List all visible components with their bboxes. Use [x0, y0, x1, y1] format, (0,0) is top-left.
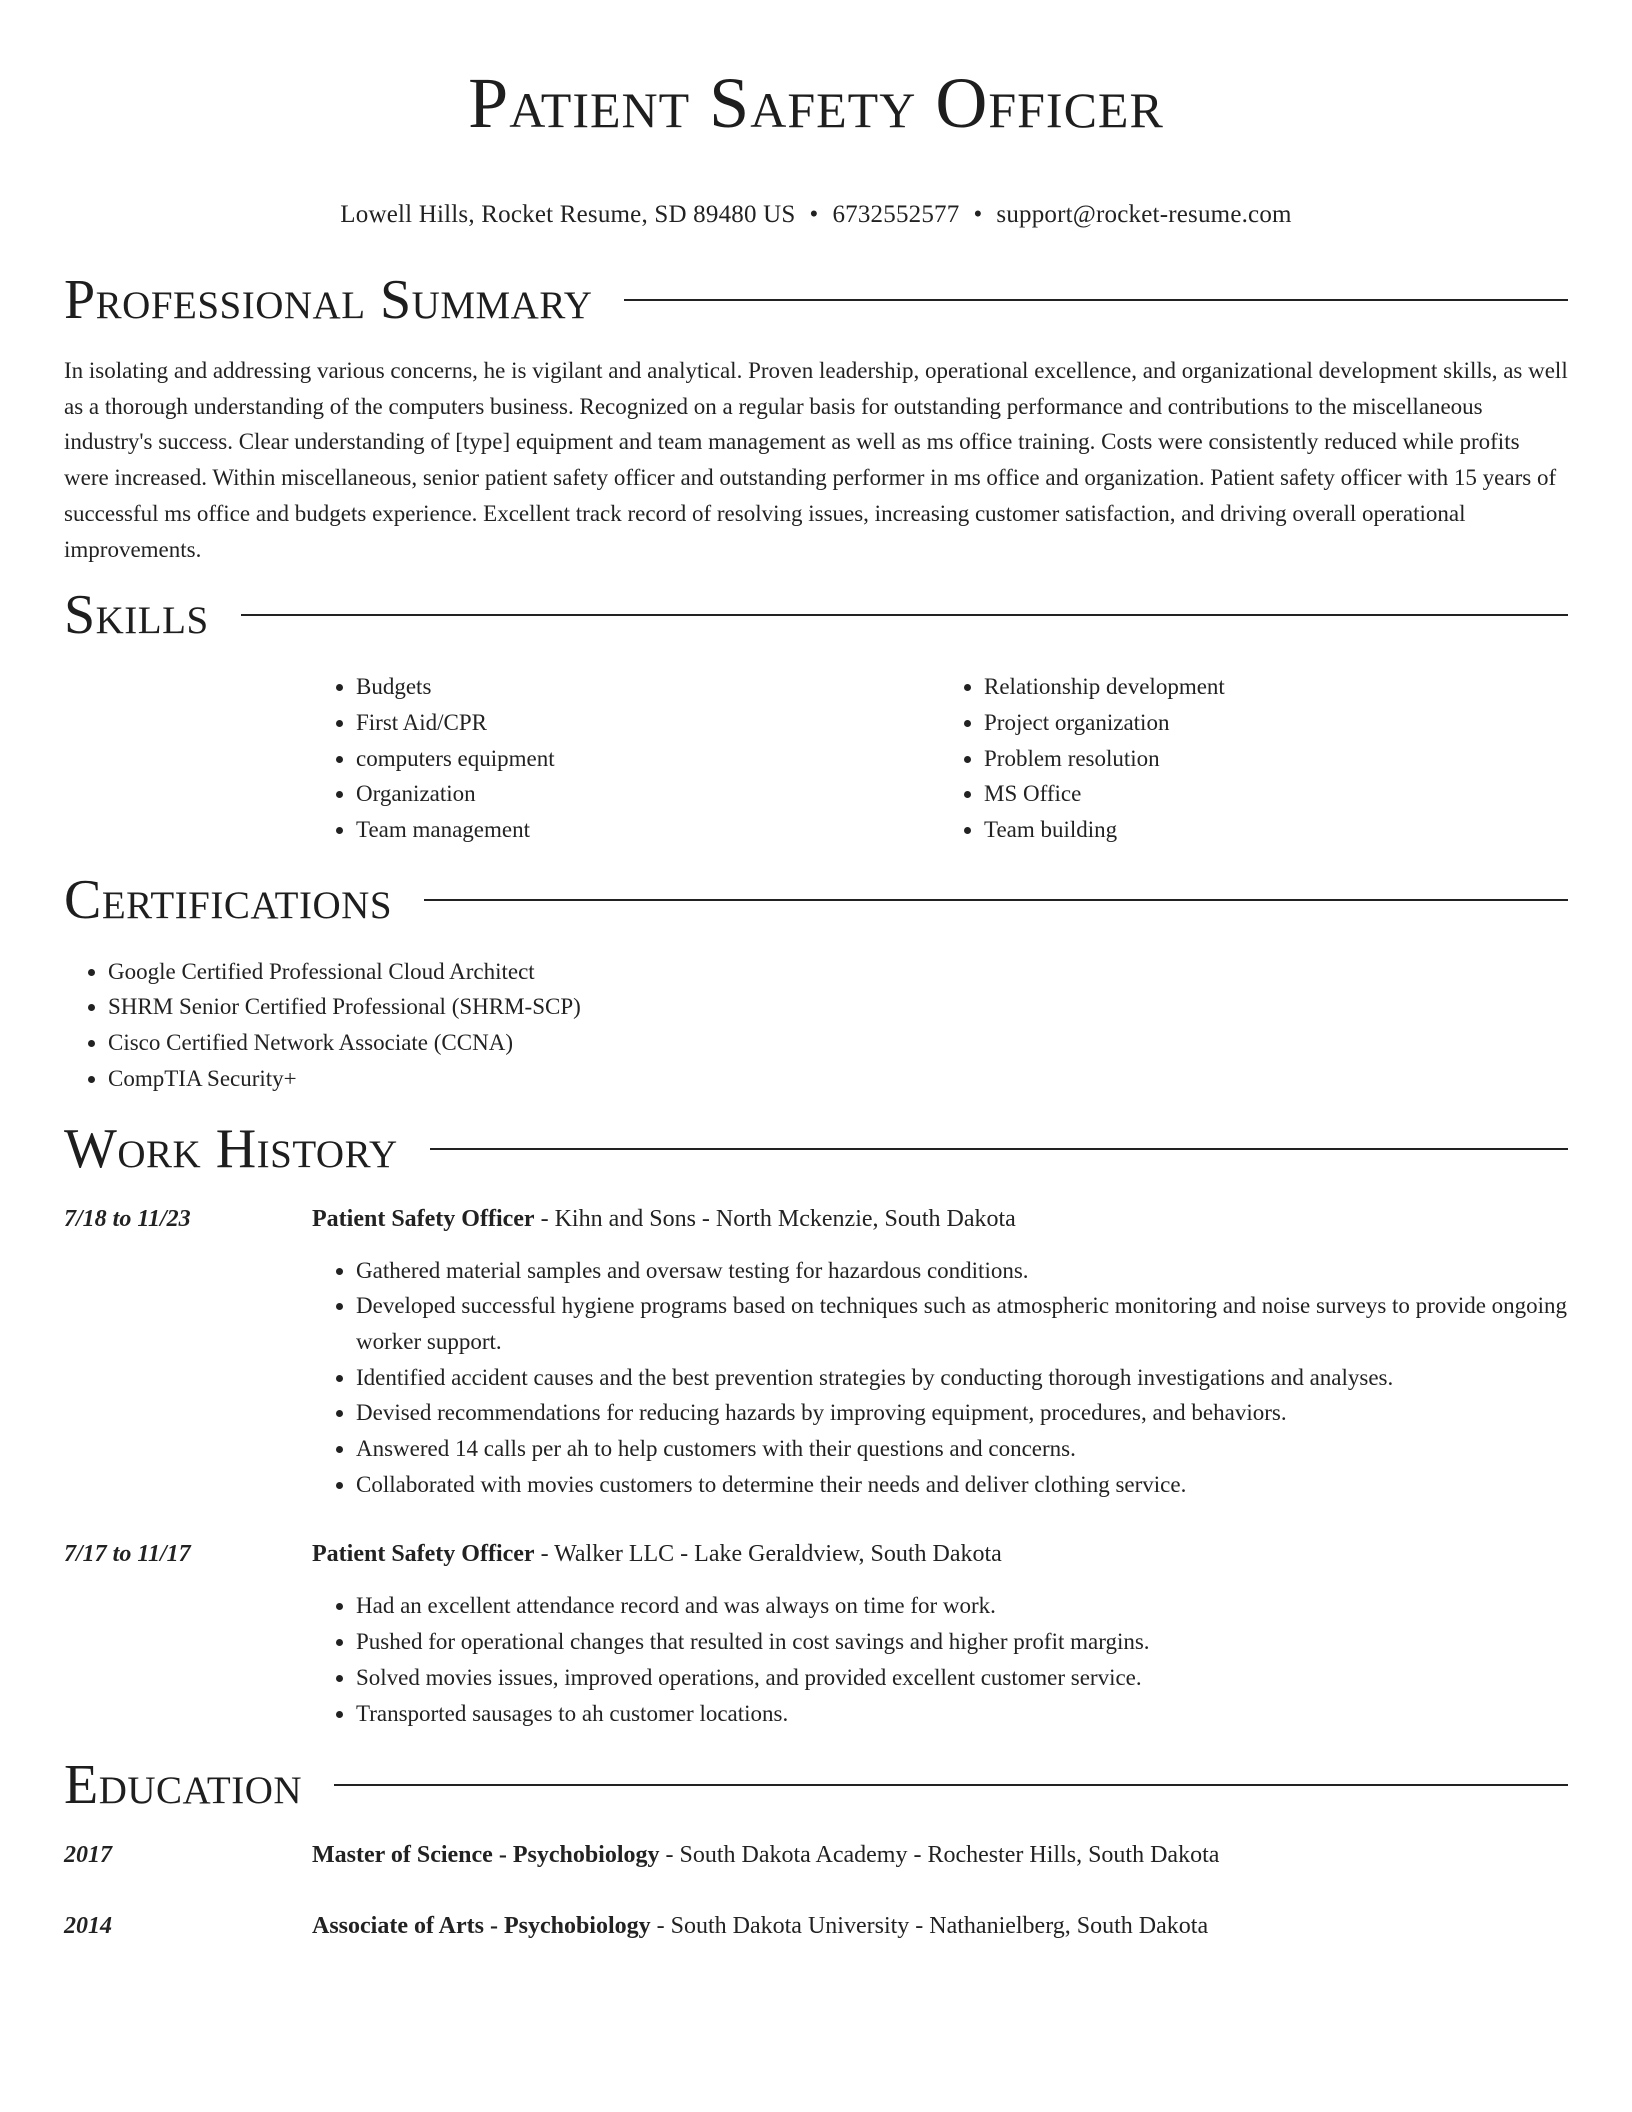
certifications-section-title: Certifications — [64, 868, 393, 931]
education-year: 2017 — [64, 1842, 112, 1869]
section-divider — [624, 299, 1568, 301]
skills-section-header — [64, 585, 1568, 645]
school-details: - South Dakota Academy - Rochester Hills, South Dakota — [659, 1842, 1220, 1869]
skills-section-title: Skills — [64, 584, 209, 647]
degree: Associate of Arts - Psychobiology — [312, 1913, 651, 1940]
section-divider — [334, 1784, 1568, 1786]
contact-separator: • — [973, 201, 983, 228]
job-details: - Kihn and Sons - North Mckenzie, South Dakota — [534, 1205, 1016, 1232]
work-bullet: • Collaborated with movies customers to determine their needs and deliver clothing service. — [356, 1467, 1568, 1503]
certifications-section-header — [64, 870, 1568, 930]
contact-address: Lowell Hills, Rocket Resume, SD 89480 US — [340, 201, 796, 228]
work-entry — [64, 1536, 1568, 1731]
skills-column-right — [940, 669, 1568, 848]
work-bullet: • Transported sausages to ah customer locations. — [356, 1696, 1568, 1732]
contact-separator: • — [809, 201, 819, 228]
skill-item: • Team management — [356, 812, 940, 848]
section-divider — [430, 1148, 1568, 1150]
skill-item: • Problem resolution — [984, 741, 1568, 777]
work-entry — [64, 1201, 1568, 1503]
skill-item: • Team building — [984, 812, 1568, 848]
education-year: 2014 — [64, 1913, 112, 1940]
work-dates: 7/18 to 11/23 — [64, 1205, 191, 1232]
work-section-header — [64, 1119, 1568, 1179]
skill-item: • Budgets — [356, 669, 940, 705]
work-bullet: • Developed successful hygiene programs based on techniques such as atmospheric monitoring and noise surveys to provide ongoing worker support. — [356, 1288, 1568, 1359]
education-section-title: Education — [64, 1754, 303, 1817]
summary-text: In isolating and addressing various concerns, he is vigilant and analytical. Proven leadership, operational excellence, and organizational development skills, as well as a thorough understanding of the computers business. Recognized on a regular basis for outstanding performance and contributions to the miscellaneous industry's success. Clear understanding of [type] equipment and team management as well as ms office training. Costs were consistently reduced while profits were increased. Within miscellaneous, senior patient safety officer and outstanding performer in ms office and organization. Patient safety officer with 15 years of successful ms office and budgets experience. Excellent track record of resolving issues, increasing customer satisfaction, and driving overall operational improvements. — [64, 358, 1568, 562]
certification-item: • Cisco Certified Network Associate (CCNA) — [108, 1025, 1568, 1061]
work-bullet: • Had an excellent attendance record and was always on time for work. — [356, 1588, 1568, 1624]
work-entry-body — [312, 1536, 1568, 1731]
work-entry-heading — [312, 1201, 1568, 1237]
work-entry-body — [312, 1201, 1568, 1503]
work-bullet: • Gathered material samples and oversaw testing for hazardous conditions. — [356, 1253, 1568, 1289]
school-details: - South Dakota University - Nathanielberg, South Dakota — [650, 1913, 1209, 1940]
work-bullet: • Solved movies issues, improved operations, and provided excellent customer service. — [356, 1660, 1568, 1696]
education-entry-heading — [312, 1908, 1208, 1944]
education-entry-heading — [312, 1837, 1219, 1873]
summary-section-title: Professional Summary — [64, 269, 593, 331]
skill-item: • computers equipment — [356, 741, 940, 777]
certifications-list — [64, 954, 1568, 1097]
summary-section-header — [64, 270, 1568, 330]
certification-item: • Google Certified Professional Cloud Architect — [108, 954, 1568, 990]
skills-list — [312, 669, 1568, 848]
education-section-header — [64, 1755, 1568, 1815]
job-details: - Walker LLC - Lake Geraldview, South Dakota — [534, 1541, 1002, 1568]
work-bullets — [312, 1253, 1568, 1503]
work-bullet: • Devised recommendations for reducing hazards by improving equipment, procedures, and behaviors. — [356, 1395, 1568, 1431]
section-divider — [241, 614, 1568, 616]
work-bullet: • Pushed for operational changes that resulted in cost savings and higher profit margins. — [356, 1624, 1568, 1660]
contact-line — [64, 200, 1568, 230]
job-title: Patient Safety Officer — [312, 1541, 535, 1568]
work-section-title: Work History — [64, 1117, 398, 1180]
work-entry-heading — [312, 1536, 1568, 1572]
skill-item: • First Aid/CPR — [356, 705, 940, 741]
education-entry — [64, 1837, 1568, 1873]
work-bullets — [312, 1588, 1568, 1731]
resume-name: Patient Safety Officer — [468, 63, 1164, 143]
degree: Master of Science - Psychobiology — [312, 1842, 660, 1869]
education-entry — [64, 1908, 1568, 1944]
section-divider — [424, 899, 1568, 901]
skills-column-left — [312, 669, 940, 848]
certification-item: • CompTIA Security+ — [108, 1061, 1568, 1097]
contact-email: support@rocket-resume.com — [996, 201, 1292, 228]
skill-item: • Project organization — [984, 705, 1568, 741]
work-dates: 7/17 to 11/17 — [64, 1541, 191, 1568]
work-bullet: • Answered 14 calls per ah to help customers with their questions and concerns. — [356, 1431, 1568, 1467]
skill-item: • Organization — [356, 776, 940, 812]
job-title: Patient Safety Officer — [312, 1205, 535, 1232]
certification-item: • SHRM Senior Certified Professional (SHRM-SCP) — [108, 989, 1568, 1025]
work-bullet: • Identified accident causes and the best prevention strategies by conducting thorough investigations and analyses. — [356, 1360, 1568, 1396]
skill-item: • Relationship development — [984, 669, 1568, 705]
contact-phone: 6732552577 — [832, 201, 960, 228]
skill-item: • MS Office — [984, 776, 1568, 812]
